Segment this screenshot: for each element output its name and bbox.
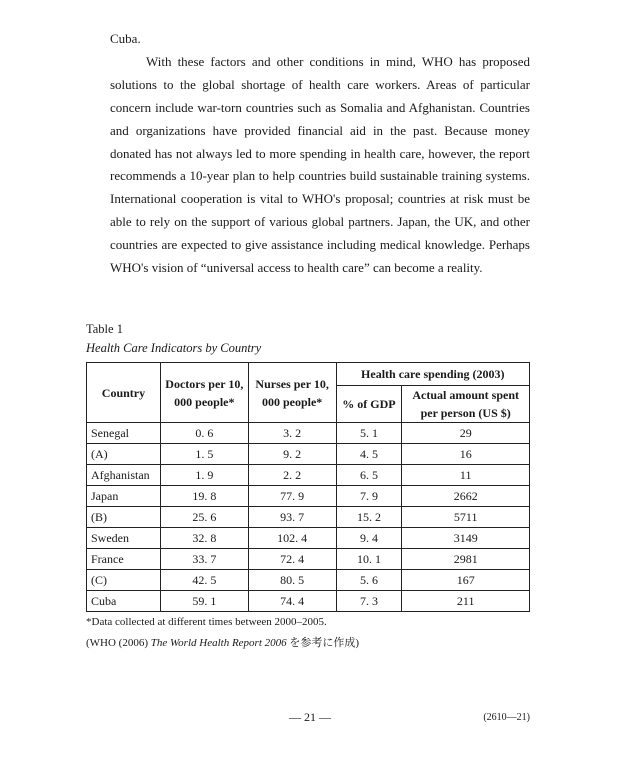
header-spending: Health care spending (2003) xyxy=(336,363,529,386)
header-gdp: % of GDP xyxy=(336,386,402,423)
cell-actual: 3149 xyxy=(402,528,530,549)
cell-country: France xyxy=(87,549,161,570)
cell-gdp: 4. 5 xyxy=(336,444,402,465)
cell-gdp: 7. 9 xyxy=(336,486,402,507)
cell-doctors: 33. 7 xyxy=(160,549,248,570)
cell-gdp: 6. 5 xyxy=(336,465,402,486)
cell-nurses: 3. 2 xyxy=(248,423,336,444)
cell-doctors: 32. 8 xyxy=(160,528,248,549)
cell-nurses: 72. 4 xyxy=(248,549,336,570)
cell-country: Japan xyxy=(87,486,161,507)
table-footnote: *Data collected at different times between 2000–2005. xyxy=(86,616,327,628)
cell-country: Cuba xyxy=(87,591,161,612)
health-care-table xyxy=(86,362,530,612)
table-row xyxy=(87,528,530,549)
cell-actual: 167 xyxy=(402,570,530,591)
table-row xyxy=(87,465,530,486)
cell-doctors: 25. 6 xyxy=(160,507,248,528)
paragraph-fragment: Cuba. xyxy=(110,31,141,46)
table-row xyxy=(87,444,530,465)
cell-country: Afghanistan xyxy=(87,465,161,486)
header-nurses: Nurses per 10, 000 people* xyxy=(248,363,336,423)
table-row xyxy=(87,549,530,570)
body-text xyxy=(110,28,530,280)
cell-actual: 11 xyxy=(402,465,530,486)
table-caption: Health Care Indicators by Country xyxy=(86,341,262,355)
cell-country: Senegal xyxy=(87,423,161,444)
exam-code: (2610—21) xyxy=(483,712,530,723)
table-source xyxy=(86,634,359,650)
table-row xyxy=(87,591,530,612)
header-actual: Actual amount spent per person (US $) xyxy=(402,386,530,423)
table-row xyxy=(87,507,530,528)
source-title: The World Health Report 2006 xyxy=(150,637,287,649)
cell-gdp: 10. 1 xyxy=(336,549,402,570)
paragraph-main: With these factors and other conditions in mind, WHO has proposed solutions to the global shortage of health care workers. Areas of particular concern include war-torn countries such as Somalia and Afghanistan. Countries and organizations have provided financial aid in the past. Because money donated has not always led to more spending in health care, however, the report recommends a 10-year plan to help countries build sustainable training systems. International cooperation is vital to WHO's proposal; countries at risk must be able to rely on the support of various global partners. Japan, the UK, and other countries are expected to give assistance including medical knowledge. Perhaps WHO's vision of “universal access to health care” can become a reality. xyxy=(110,53,530,276)
cell-gdp: 5. 1 xyxy=(336,423,402,444)
page-number: — 21 — xyxy=(289,710,331,724)
cell-gdp: 15. 2 xyxy=(336,507,402,528)
cell-nurses: 2. 2 xyxy=(248,465,336,486)
cell-actual: 29 xyxy=(402,423,530,444)
cell-actual: 5711 xyxy=(402,507,530,528)
table-row xyxy=(87,486,530,507)
source-prefix: (WHO (2006) xyxy=(86,637,151,649)
header-country: Country xyxy=(87,363,161,423)
cell-actual: 2981 xyxy=(402,549,530,570)
cell-doctors: 0. 6 xyxy=(160,423,248,444)
source-suffix: を参考に作成) xyxy=(286,637,360,649)
cell-country: (C) xyxy=(87,570,161,591)
table-label: Table 1 xyxy=(86,322,123,336)
cell-nurses: 93. 7 xyxy=(248,507,336,528)
cell-actual: 211 xyxy=(402,591,530,612)
cell-doctors: 1. 9 xyxy=(160,465,248,486)
cell-nurses: 102. 4 xyxy=(248,528,336,549)
cell-gdp: 9. 4 xyxy=(336,528,402,549)
table-row xyxy=(87,570,530,591)
cell-actual: 2662 xyxy=(402,486,530,507)
cell-country: (B) xyxy=(87,507,161,528)
cell-doctors: 1. 5 xyxy=(160,444,248,465)
cell-country: Sweden xyxy=(87,528,161,549)
cell-doctors: 19. 8 xyxy=(160,486,248,507)
cell-nurses: 9. 2 xyxy=(248,444,336,465)
cell-doctors: 59. 1 xyxy=(160,591,248,612)
cell-gdp: 7. 3 xyxy=(336,591,402,612)
cell-gdp: 5. 6 xyxy=(336,570,402,591)
header-doctors: Doctors per 10, 000 people* xyxy=(160,363,248,423)
cell-nurses: 77. 9 xyxy=(248,486,336,507)
cell-country: (A) xyxy=(87,444,161,465)
cell-nurses: 80. 5 xyxy=(248,570,336,591)
cell-doctors: 42. 5 xyxy=(160,570,248,591)
table-row xyxy=(87,423,530,444)
cell-nurses: 74. 4 xyxy=(248,591,336,612)
cell-actual: 16 xyxy=(402,444,530,465)
